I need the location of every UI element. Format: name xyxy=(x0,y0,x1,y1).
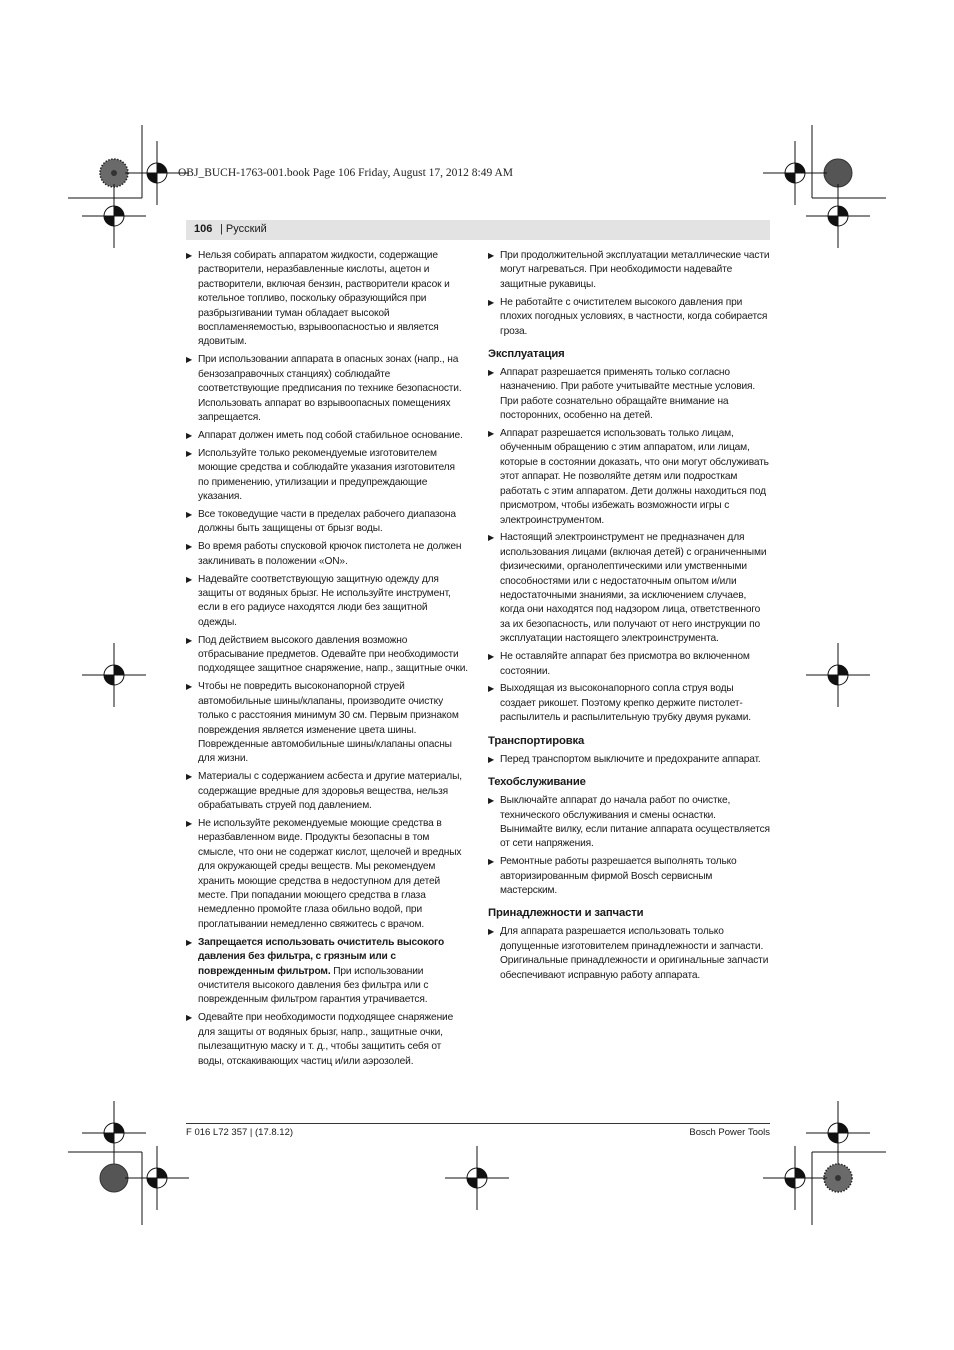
triangle-right-icon: ▶ xyxy=(186,635,193,645)
triangle-right-icon: ▶ xyxy=(186,682,193,692)
section-heading-accessories: Принадлежности и запчасти xyxy=(488,907,644,920)
triangle-right-icon: ▶ xyxy=(186,355,193,365)
right-column xyxy=(488,249,770,987)
triangle-right-icon: ▶ xyxy=(488,927,495,937)
triangle-right-icon: ▶ xyxy=(488,533,495,543)
list-item: ▶ Не используйте рекомендуемые моющие средства в неразбавленном виде. Продукты безопасны в том смысле, что они не содержат кислот, щелочей и вредных для окружающей среды веществ. Мы рекомендуем хранить моющие средства в недоступном для детей месте. При попадании моющего средства в глаза немедленно промойте глаза обильно водой, при проглатывании немедленно свяжитесь с врачом. xyxy=(186,818,462,930)
list-item: ▶ Для аппарата разрешается использовать только допущенные изготовителем принадлежности и запчасти. Оригинальные принадлежности и оригинальные запчасти обеспечивают исправную работу аппарата. xyxy=(488,926,769,981)
triangle-right-icon: ▶ xyxy=(488,684,495,694)
triangle-right-icon: ▶ xyxy=(186,772,193,782)
footer-brand: Bosch Power Tools xyxy=(689,1127,770,1138)
triangle-right-icon: ▶ xyxy=(488,367,495,377)
list-item: ▶ Используйте только рекомендуемые изготовителем моющие средства и соблюдайте указания изготовителя по применению, утилизации и предупреждающие указания. xyxy=(186,447,455,502)
triangle-right-icon: ▶ xyxy=(186,937,193,947)
list-item: ▶ Не работайте с очистителем высокого давления при плохих погодных условиях, в частности, когда собирается гроза. xyxy=(488,296,768,337)
list-item: ▶ Чтобы не повредить высоконапорной струей автомобильные шины/клапаны, производите очистку только с расстояния минимум 30 см. Первым признаком повреждения является изменение цвета шины. Поврежденные автомобильные шины/клапаны опасны для жизни. xyxy=(186,681,459,765)
list-item: ▶ Настоящий электроинструмент не предназначен для использования лицами (включая детей) с ограниченными физическими, органолептическими или умственными способностями или с недостаточным опытом и/или недостаточными знаниями, за исключением случаев, когда они находятся под надзором лица, ответственного за их безопасность, или получают от него инструкции по эксплуатации настоящего электроинструмента. xyxy=(488,532,767,645)
list-item: ▶ Выключайте аппарат до начала работ по очистке, технического обслуживания и смены оснастки. Вынимайте вилку, если питание аппарата осуществляется от сети напряжения. xyxy=(488,795,770,850)
list-item: ▶ Все токоведущие части в пределах рабочего диапазона должны быть защищены от брызг воды. xyxy=(186,508,456,535)
list-item: ▶ Аппарат разрешается использовать только лицам, обученным обращению с этим аппаратом, или лицам, которые в состоянии доказать, что они могут обслуживать этот аппарат. Не позволяйте детям или подросткам работать с этим аппаратом. Дети должны находиться под присмотром, чтобы избежать возможности игры с электроинструментом. xyxy=(488,428,769,526)
triangle-right-icon: ▶ xyxy=(488,754,495,764)
list-item: ▶ Выходящая из высоконапорного сопла струя воды создает рикошет. Поэтому крепко держите пистолет-распылитель и распылительную трубку двумя руками. xyxy=(488,683,751,724)
page-number: 106 xyxy=(194,223,213,235)
list-item: ▶ Материалы с содержанием асбеста и другие материалы, содержащие вредные для здоровья вещества, нельзя обрабатывать струей под давлением. xyxy=(186,771,462,812)
footer-doc-code: F 016 L72 357 | (17.8.12) xyxy=(186,1127,294,1138)
page-language: | Русский xyxy=(220,223,267,235)
triangle-right-icon: ▶ xyxy=(186,251,193,260)
list-item: ▶ Надевайте соответствующую защитную одежду для защиты от водяных брызг. Не используйте инструмент, если в его радиусе находятся люди без защитной одежды. xyxy=(186,573,451,628)
list-item: ▶ При продолжительной эксплуатации металлические части могут нагреваться. При необходимости надевайте защитные рукавицы. xyxy=(488,250,770,290)
triangle-right-icon: ▶ xyxy=(186,430,193,440)
list-item: ▶ Нельзя собирать аппаратом жидкости, содержащие растворители, неразбавленные кислоты, ацетон и растворители, включая бензин, растворители красок и котельное топливо, поскольку образующийся при разбрызгивании туман обладает высокой воспламеняемостью, взрывоопасностью и является ядовитым. xyxy=(186,250,450,348)
triangle-right-icon: ▶ xyxy=(488,297,495,307)
list-item: ▶ Аппарат разрешается применять только согласно назначению. При работе учитывайте местные условия. При работе сознательно обращайте внимание на посторонних, особенно на детей. xyxy=(488,366,756,422)
list-item: ▶ Во время работы спусковой крючок пистолета не должен заклинивать в положении «ON». xyxy=(186,541,462,567)
file-slug: OBJ_BUCH-1763-001.book Page 106 Friday, August 17, 2012 8:49 AM xyxy=(178,167,513,179)
list-item-warning: ▶ Запрещается использовать очиститель высокого давления без фильтра, с грязным или с поврежденным фильтром. При использовании очистителя высокого давления без фильтра или с поврежденным фильтром гарантия утрачивается. xyxy=(186,936,445,1006)
triangle-right-icon: ▶ xyxy=(488,857,495,867)
triangle-right-icon: ▶ xyxy=(488,429,495,439)
triangle-right-icon: ▶ xyxy=(186,1013,193,1023)
section-heading-transport: Транспортировка xyxy=(488,734,585,747)
list-item: ▶ Ремонтные работы разрешается выполнять только авторизированным фирмой Bosch сервисным мастерским. xyxy=(488,856,737,897)
triangle-right-icon: ▶ xyxy=(488,652,495,662)
section-heading-maintenance: Техобслуживание xyxy=(488,776,586,789)
footer-divider xyxy=(186,1123,770,1124)
section-heading-operation: Эксплуатация xyxy=(488,347,565,360)
triangle-right-icon: ▶ xyxy=(186,509,193,519)
triangle-right-icon: ▶ xyxy=(186,819,193,829)
page-header xyxy=(186,220,770,240)
list-item: ▶ Аппарат должен иметь под собой стабильное основание. xyxy=(186,429,468,443)
triangle-right-icon: ▶ xyxy=(488,251,495,260)
triangle-right-icon: ▶ xyxy=(186,574,193,584)
list-item: ▶ При использовании аппарата в опасных зонах (напр., на бензозаправочных станциях) соблюдайте соответствующие предписания по технике безопасности. Использовать аппарат во взрывоопасных помещениях запрещается. xyxy=(186,354,462,423)
warning-bold-text: Запрещается использовать очиститель высокого давления без фильтра, с грязным или с поврежденным фильтром. xyxy=(198,936,445,977)
triangle-right-icon: ▶ xyxy=(186,542,193,552)
list-item: ▶ Перед транспортом выключите и предохраните аппарат. xyxy=(488,753,770,767)
list-item: ▶ Не оставляйте аппарат без присмотра во включенном состоянии. xyxy=(488,651,750,677)
list-item: ▶ Под действием высокого давления возможно отбрасывание предметов. Одевайте при необходимости подходящее защитное снаряжение, напр., защитные очки. xyxy=(186,634,468,675)
list-item: ▶ Одевайте при необходимости подходящее снаряжение для защиты от водяных брызг, напр., защитные очки, пылезащитную маску и т. д., чтобы защитить себя от воды, отскакивающих частиц и/или аэрозолей. xyxy=(186,1012,454,1067)
triangle-right-icon: ▶ xyxy=(488,796,495,806)
triangle-right-icon: ▶ xyxy=(186,448,193,458)
left-column xyxy=(186,249,468,1072)
